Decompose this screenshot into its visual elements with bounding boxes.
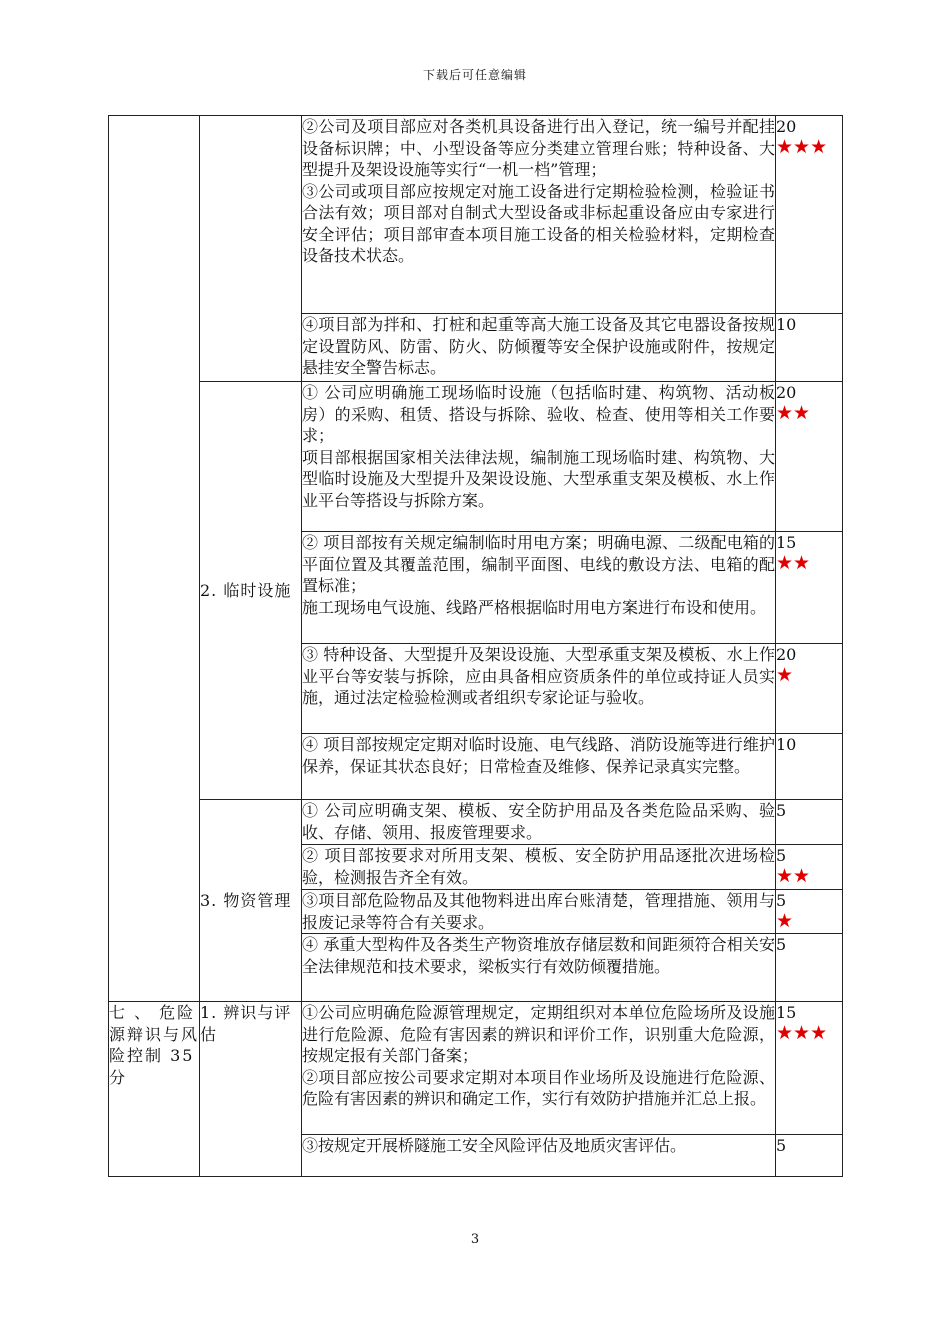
score-cell [776, 116, 843, 314]
score-value: 20 [776, 117, 797, 136]
requirement-text: ④ 项目部按规定定期对临时设施、电气线路、消防设施等进行维护保养，保证其状态良好；日常检查及维修、保养记录真实完整。 [302, 734, 776, 800]
star-rating: ★ [776, 664, 794, 686]
requirement-text: ③按规定开展桥隧施工安全风险评估及地质灾害评估。 [302, 1135, 776, 1177]
score-value: 15 [776, 533, 797, 552]
requirement-text: ① 公司应明确支架、模板、安全防护用品及各类危险品采购、验收、存储、领用、报废管理要求。 [302, 800, 776, 845]
table-row [109, 1002, 843, 1135]
score-cell [776, 934, 843, 1002]
item-label-identification-assessment: 1. 辨识与评估 [200, 1002, 302, 1177]
score-cell [776, 890, 843, 934]
requirement-text: ② 项目部按要求对所用支架、模板、安全防护用品逐批次进场检验，检测报告齐全有效。 [302, 845, 776, 890]
score-value: 20 [776, 383, 797, 402]
score-cell [776, 382, 843, 532]
score-cell [776, 845, 843, 890]
requirement-text: ②公司及项目部应对各类机具设备进行出入登记，统一编号并配挂设备标识牌；中、小型设备等应分类建立管理台账；特种设备、大型提升及架设设施等实行“一机一档”管理； ③公司或项目部应按规定对施工设备进行定期检验检测，检验证书合法有效；项目部对自制式大型设备或非标起重设备应由专家进行安全评估；项目部审查本项目施工设备的相关检验材料，定期检查设备技术状态。 [302, 116, 776, 314]
page-header-note: 下载后可任意编辑 [422, 68, 527, 82]
item-label-temporary-facilities: 2. 临时设施 [200, 382, 302, 800]
requirement-text: ④项目部为拌和、打桩和起重等高大施工设备及其它电器设备按规定设置防风、防雷、防火、防倾覆等安全保护设施或附件，按规定悬挂安全警告标志。 [302, 314, 776, 382]
requirement-text: ① 公司应明确施工现场临时设施（包括临时建、构筑物、活动板房）的采购、租赁、搭设与拆除、验收、检查、使用等相关工作要求； 项目部根据国家相关法律法规，编制施工现场临时建、构筑物、大型临时设施及大型提升及架设设施、大型承重支架及模板、水上作业平台等搭设与拆除方案。 [302, 382, 776, 532]
star-rating: ★★ [776, 865, 811, 887]
score-value: 15 [776, 1003, 797, 1022]
table-row [109, 116, 843, 314]
requirement-text: ③ 特种设备、大型提升及架设设施、大型承重支架及模板、水上作业平台等安装与拆除，应由具备相应资质条件的单位或持证人员实施，通过法定检验检测或者组织专家论证与验收。 [302, 644, 776, 734]
star-rating: ★★ [776, 402, 811, 424]
score-cell [776, 734, 843, 800]
star-rating: ★★★ [776, 1022, 828, 1044]
score-cell [776, 1135, 843, 1177]
assessment-table [108, 115, 843, 1177]
star-rating: ★ [776, 910, 794, 932]
score-value: 5 [776, 801, 787, 820]
score-value: 20 [776, 645, 797, 664]
score-cell [776, 644, 843, 734]
score-cell [776, 1002, 843, 1135]
star-rating: ★★ [776, 552, 811, 574]
item-cell-continued [200, 116, 302, 382]
table-row [109, 800, 843, 845]
score-value: 5 [776, 846, 787, 865]
section-label-hazard-control: 七 、 危险源辩识与风险控制 35分 [109, 1002, 200, 1177]
requirement-text: ④ 承重大型构件及各类生产物资堆放存储层数和间距须符合相关安全法律规范和技术要求，梁板实行有效防倾覆措施。 [302, 934, 776, 1002]
requirement-text: ③项目部危险物品及其他物料进出库台账清楚，管理措施、领用与报废记录等符合有关要求。 [302, 891, 775, 932]
table-row [109, 382, 843, 532]
score-value: 5 [776, 1136, 787, 1155]
score-value: 5 [776, 891, 787, 910]
requirement-text: ①公司应明确危险源管理规定，定期组织对本单位危险场所及设施进行危险源、危险有害因素的辨识和评价工作，识别重大危险源，按规定报有关部门备案； ②项目部应按公司要求定期对本项目作业场所及设施进行危险源、危险有害因素的辨识和确定工作，实行有效防护措施并汇总上报。 [302, 1002, 776, 1135]
score-value: 10 [776, 735, 797, 754]
score-value: 10 [776, 315, 797, 334]
score-cell [776, 314, 843, 382]
item-label-materials-management: 3. 物资管理 [200, 800, 302, 1002]
score-cell [776, 800, 843, 845]
score-value: 5 [776, 935, 787, 954]
page-number: 3 [470, 1232, 480, 1247]
requirement-text: ② 项目部按有关规定编制临时用电方案；明确电源、二级配电箱的平面位置及其覆盖范围，编制平面图、电线的敷设方法、电箱的配置标准； 施工现场电气设施、线路严格根据临时用电方案进行布设和使用。 [302, 532, 776, 644]
star-rating: ★★★ [776, 136, 828, 158]
section-cell-continued [109, 116, 200, 1002]
score-cell [776, 532, 843, 644]
